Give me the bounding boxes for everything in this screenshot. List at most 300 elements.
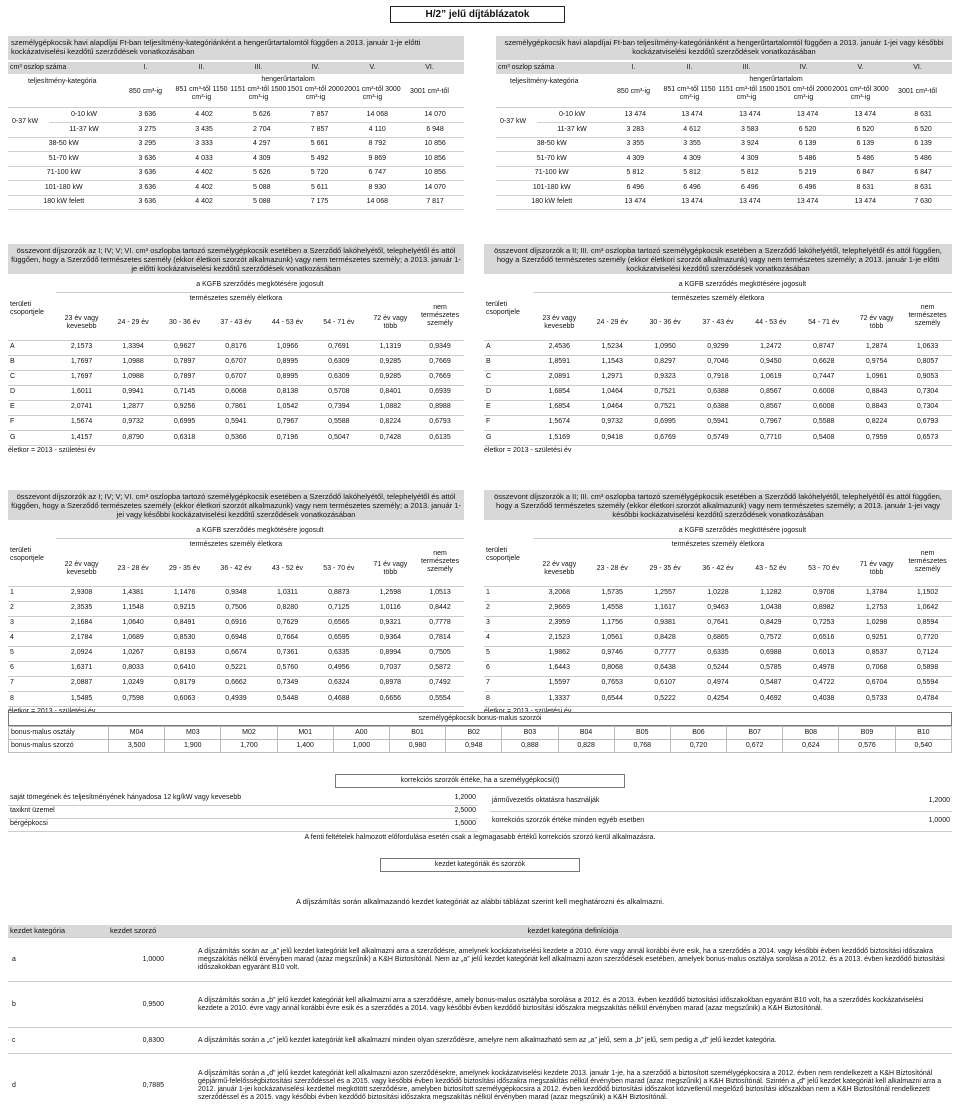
correction-body	[8, 792, 952, 832]
mult-cell: 0,9053	[903, 370, 952, 385]
table-row	[496, 123, 952, 138]
kezdet-def: A díjszámítás során a „b” jelű kezdet kategóriát kell alkalmazni arra a szerződésre, amely bonus-malus osztályba sorolása a 2012. és a 2013. évben kezdődő biztosítási időszakokban egyaránt B10 volt, ha a szerződés kockázatviselési kezdete a 2010. évre vagy annál korábbi évre esik és a szerződés a 2014. vagy későbbi évben kezdődő biztosítási időszakra megszakítás nélkül érvényben marad (azaz megszűnik) a K&H Biztosítónál.	[194, 982, 952, 1028]
mult-cell: 0,7125	[313, 601, 364, 616]
row-label: 11-37 kW	[49, 123, 120, 138]
mult-cell: 0,5047	[313, 430, 364, 445]
corr-label: saját tömegének és teljesítményének hányadosa 12 kg/kW vagy kevesebb	[8, 792, 388, 805]
fee-cell: 5 661	[291, 137, 349, 152]
age-col: 71 év vagy több	[859, 560, 894, 576]
mult-cell: 0,6793	[416, 415, 464, 430]
corr-value: 1,5000	[388, 818, 478, 831]
cap-col: 850 cm³-ig	[128, 88, 163, 95]
mult-cell: 0,5222	[639, 691, 692, 706]
mult-cell: 1,1319	[365, 340, 416, 355]
terr-cell: 7	[484, 676, 533, 691]
page-title: H/2” jelű díjtáblázatok	[390, 6, 565, 23]
table-row	[484, 415, 952, 430]
fee-cell: 5 626	[233, 108, 291, 123]
table-row	[8, 586, 464, 601]
table-row	[8, 400, 464, 415]
multiplier-table-q3	[8, 490, 464, 716]
mult-cell: 1,0882	[365, 400, 416, 415]
table-row	[484, 370, 952, 385]
bm-cell: 0,948	[446, 740, 502, 753]
fee-cell: 4 309	[663, 152, 721, 167]
mult-cell: 0,8995	[262, 355, 313, 370]
mult-cell: 0,6309	[313, 370, 364, 385]
mult-cell: 0,9732	[586, 415, 639, 430]
table-row	[8, 1054, 952, 1118]
terr-cell: A	[8, 340, 56, 355]
mult-cell: 0,7349	[262, 676, 313, 691]
terr-cell: D	[8, 385, 56, 400]
age-header: természetes személy életkora	[189, 295, 283, 303]
mult-cell: 0,8442	[416, 601, 464, 616]
table-row	[9, 727, 952, 740]
table-row	[496, 181, 952, 196]
table-row	[484, 586, 952, 601]
table-row	[8, 938, 952, 982]
fee-cell: 5 492	[291, 152, 349, 167]
mult-cell: 0,7918	[692, 370, 745, 385]
bonus-malus-title: személygépkocsik bonus-malus szorzói	[8, 712, 952, 726]
table-row	[8, 818, 478, 831]
table-row	[8, 982, 952, 1028]
bm-cell: B09	[839, 727, 895, 740]
header-row	[8, 524, 464, 538]
fee-rows	[8, 108, 464, 210]
age-footer: életkor = 2013 - születési év	[8, 706, 464, 716]
fee-cell: 7 857	[291, 108, 349, 123]
table-row	[484, 691, 952, 706]
kezdet-def: A díjszámítás során az „a” jelű kezdet kategóriát kell alkalmazni arra a szerződésre, amelynek kockázatviselési kezdete a 2010. évre vagy annál korábbi évre esik, ha a szerződés a 2014. vagy későbbi évben kezdődő biztosítási időszakra megszakítás nélkül érvényben marad (azaz megszűnik) a K&H Biztosítónál. Nem az „a” jelű kezdet kategóriát kell alkalmazni azon szerződések esetében, amelyek bonus-malus osztálya sorolása a 2012. és a 2013. évben kezdődő biztosítási időszakokban egyaránt B10 volt.	[194, 938, 952, 982]
mult-cell: 1,0961	[850, 370, 903, 385]
fee-cell: 8 930	[348, 181, 406, 196]
fee-cell: 8 792	[348, 137, 406, 152]
age-col: 37 - 43 év	[220, 318, 252, 326]
age-col: 22 év vagy kevesebb	[64, 560, 99, 576]
age-col: 24 - 29 év	[117, 318, 149, 326]
fee-cell: 7 630	[894, 195, 952, 210]
fee-cell: 6 520	[779, 123, 837, 138]
mult-cell: 0,6544	[586, 691, 639, 706]
corr-value: 1,2000	[862, 792, 952, 812]
mult-cell: 1,2874	[850, 340, 903, 355]
terr-header: területi csoportjele	[486, 300, 520, 316]
mult-cell: 1,6371	[56, 661, 108, 676]
mult-cell: 1,6011	[56, 385, 108, 400]
terr-cell: G	[484, 430, 533, 445]
mult-cell: 1,3337	[533, 691, 586, 706]
fee-cell: 13 474	[721, 108, 779, 123]
table-row	[8, 601, 464, 616]
bm-cell: 3,500	[109, 740, 165, 753]
table-row	[8, 340, 464, 355]
age-col: 72 év vagy több	[859, 314, 894, 330]
mult-cell: 1,0633	[903, 340, 952, 355]
bm-cell: 0,576	[839, 740, 895, 753]
terr-cell: 5	[484, 646, 533, 661]
bm-cell: M04	[109, 727, 165, 740]
terr-cell: A	[484, 340, 533, 355]
mult-cell: 0,9321	[365, 616, 416, 631]
mult-cell: 1,0689	[107, 631, 158, 646]
table-row	[8, 385, 464, 400]
col-num: III.	[254, 63, 263, 71]
table-row	[496, 152, 952, 167]
mult-cell: 2,3959	[533, 616, 586, 631]
table-row	[484, 646, 952, 661]
fee-cell: 8 631	[894, 108, 952, 123]
mult-cell: 0,4784	[903, 691, 952, 706]
kezdet-title: kezdet kategóriák és szorzók	[380, 858, 580, 872]
mult-cell: 1,5169	[533, 430, 586, 445]
mult-cell: 0,4692	[744, 691, 797, 706]
mult-cell: 0,7669	[416, 355, 464, 370]
age-col: 23 év vagy kevesebb	[542, 314, 577, 330]
bm-cell: 0,540	[895, 740, 951, 753]
kezdet-intro: A díjszámítás során alkalmazandó kezdet kategóriát az alábbi táblázat szerint kell meghatározni és alkalmazni.	[295, 897, 665, 906]
fee-cell: 3 636	[119, 166, 175, 181]
mult-cell: 0,6656	[365, 691, 416, 706]
fee-cell: 3 275	[119, 123, 175, 138]
row-label: 101-180 kW	[8, 181, 119, 196]
mult-cell: 0,6939	[416, 385, 464, 400]
mult-cell: 0,6988	[744, 646, 797, 661]
corr-value: 1,0000	[862, 812, 952, 832]
fee-cell: 5 626	[233, 166, 291, 181]
mult-cell: 0,6309	[313, 355, 364, 370]
col-label: cm³ oszlop száma	[10, 63, 67, 71]
fee-cell: 3 636	[119, 108, 175, 123]
age-col: 72 év vagy több	[373, 314, 408, 330]
mult-cell: 0,5872	[416, 661, 464, 676]
fee-cell: 6 496	[607, 181, 663, 196]
header-row	[484, 292, 952, 306]
table-header: személygépkocsik havi alapdíjai Ft-ban teljesítmény-kategóriánként a hengerűrtartalomtól függően a 2013. január 1-jei vagy későbbi kockázatviselési kezdőtű szerződések vonatkozásában	[496, 36, 952, 60]
base-fee-table-from-2013	[496, 36, 952, 210]
fee-cell: 10 856	[406, 137, 464, 152]
mult-cell: 1,4558	[586, 601, 639, 616]
mult-cell: 1,0619	[744, 370, 797, 385]
bm-cell: 0,624	[783, 740, 839, 753]
mult-cell: 0,8429	[744, 616, 797, 631]
quadrant-header: összevont díjszorzók a II; III. cm³ oszlopba tartozó személygépkocsik esetében a Szerződő lakóhelyétől, telephelyétől és attól függően, hogy a Szerződő természetes személy (ekkor életkori szorzót alkalmazunk) vagy nem természetes személy; a 2013. január 1-jei vagy későbbi kockázatviselési kezdőtű szerződések vonatkozásában	[484, 490, 952, 520]
mult-cell: 1,6854	[533, 385, 586, 400]
mult-cell: 1,0438	[744, 601, 797, 616]
mult-cell: 0,7777	[639, 646, 692, 661]
mult-cell: 0,7967	[744, 415, 797, 430]
table-row	[8, 123, 464, 138]
table-row	[8, 691, 464, 706]
fee-cell: 6 520	[894, 123, 952, 138]
mult-cell: 0,5588	[313, 415, 364, 430]
table-row	[484, 676, 952, 691]
table-row	[484, 661, 952, 676]
fee-cell: 3 583	[721, 123, 779, 138]
table-row	[8, 137, 464, 152]
age-footer: életkor = 2013 - születési év	[8, 445, 464, 455]
mult-cell: 0,7068	[850, 661, 903, 676]
table-row	[484, 430, 952, 445]
terr-header: területi csoportjele	[486, 546, 520, 562]
bm-cell: B03	[502, 727, 558, 740]
kgfb-header: a KGFB szerződés megkötésére jogosult	[533, 278, 952, 292]
age-col: 53 - 70 év	[808, 564, 840, 572]
col-num: III.	[742, 63, 751, 71]
mult-cell: 0,7897	[159, 370, 210, 385]
fee-cell: 3 355	[607, 137, 663, 152]
corr-label: bérgépkocsi	[8, 818, 388, 831]
mult-cell: 1,2557	[639, 586, 692, 601]
mult-cell: 0,6388	[692, 385, 745, 400]
bm-label: bonus-malus szorzó	[9, 740, 109, 753]
terr-cell: 2	[8, 601, 56, 616]
mult-cell: 1,2472	[744, 340, 797, 355]
fee-cell: 13 474	[779, 195, 837, 210]
age-col: 71 év vagy több	[373, 560, 408, 576]
mult-cell: 0,8491	[159, 616, 210, 631]
age-col: 29 - 35 év	[168, 564, 201, 572]
bm-cell: 0,828	[558, 740, 614, 753]
mult-cell: 1,0267	[107, 646, 158, 661]
fee-cell: 13 474	[607, 195, 663, 210]
mult-cell: 0,5594	[903, 676, 952, 691]
mult-cell: 2,9669	[533, 601, 586, 616]
fee-cell: 6 139	[894, 137, 952, 152]
fee-cell: 4 402	[175, 108, 233, 123]
mult-cell: 0,9364	[365, 631, 416, 646]
mult-cell: 0,8280	[262, 601, 313, 616]
perf-label: teljesítmény-kategória	[28, 78, 97, 85]
fee-cell: 5 720	[291, 166, 349, 181]
age-col: 44 - 53 év	[271, 318, 303, 326]
fee-cell: 13 474	[663, 195, 721, 210]
notnat-header: nem természetes személy	[908, 303, 947, 328]
table-row	[8, 370, 464, 385]
quadrant-header: összevont díjszorzók az I; IV; V; VI. cm³ oszlopba tartozó személygépkocsik esetében a Szerződő lakóhelyétől, telephelyétől és attól függően, hogy a Szerződő természetes személy (ekkor életkori szorzót alkalmazunk) vagy nem természetes személy; a 2013. január 1-jei vagy későbbi kockázatviselési kezdőtű szerződések vonatkozásában	[8, 490, 464, 520]
mult-cell: 0,7492	[416, 676, 464, 691]
age-col: 36 - 42 év	[702, 564, 734, 572]
multiplier-table	[8, 278, 464, 445]
fee-cell: 4 612	[663, 123, 721, 138]
mult-cell: 1,0464	[586, 400, 639, 415]
fee-cell: 6 139	[779, 137, 837, 152]
mult-cell: 0,8193	[159, 646, 210, 661]
capacity-header	[496, 74, 952, 108]
corr-value: 2,5000	[388, 805, 478, 818]
terr-header: területi csoportjele	[10, 300, 44, 316]
kezdet-cat: c	[8, 1028, 108, 1054]
mult-cell: 0,6707	[210, 355, 261, 370]
mult-cell: 1,1756	[586, 616, 639, 631]
age-col: 53 - 70 év	[323, 564, 355, 572]
mult-cell: 0,8224	[850, 415, 903, 430]
mult-cell: 1,1617	[639, 601, 692, 616]
table-row	[8, 1028, 952, 1054]
terr-cell: G	[8, 430, 56, 445]
mult-cell: 0,9349	[416, 340, 464, 355]
fee-cell: 4 033	[175, 152, 233, 167]
mult-cell: 0,8138	[262, 385, 313, 400]
kgfb-header: a KGFB szerződés megkötésére jogosult	[533, 524, 952, 538]
age-header: természetes személy életkora	[671, 295, 765, 303]
fee-cell: 13 474	[607, 108, 663, 123]
mult-cell: 0,8994	[365, 646, 416, 661]
capacity-header	[8, 74, 464, 108]
age-footer: életkor = 2013 - születési év	[484, 706, 952, 716]
table-row	[8, 166, 464, 181]
mult-cell: 0,8401	[365, 385, 416, 400]
row-label: 71-100 kW	[496, 166, 607, 181]
table-row	[484, 616, 952, 631]
mult-cell: 0,8747	[797, 340, 850, 355]
table-row	[8, 805, 478, 818]
age-header: természetes személy életkora	[189, 541, 283, 549]
kezdet-section	[8, 858, 952, 1118]
table-row	[8, 195, 464, 210]
mult-cell: 0,8843	[850, 385, 903, 400]
corr-label: taxiknt üzemel	[8, 805, 388, 818]
mult-cell: 1,4157	[56, 430, 108, 445]
mult-cell: 2,1784	[56, 631, 108, 646]
mult-cell: 1,7697	[56, 370, 108, 385]
mult-cell: 0,9708	[797, 586, 850, 601]
mult-cell: 1,3784	[850, 586, 903, 601]
bm-cell: B07	[727, 727, 783, 740]
mult-cell: 0,8995	[262, 370, 313, 385]
cap-col: 851 cm³-től 1150 cm³-ig	[175, 86, 228, 102]
mult-cell: 0,7521	[639, 385, 692, 400]
table-row	[484, 631, 952, 646]
mult-cell: 2,1573	[56, 340, 108, 355]
fee-cell: 6 847	[836, 166, 894, 181]
mult-cell: 0,5941	[692, 415, 745, 430]
group-cell: 0-37 kW	[496, 108, 537, 137]
age-col: 23 - 28 év	[596, 564, 628, 572]
mult-cell: 0,5244	[692, 661, 745, 676]
mult-cell: 2,0924	[56, 646, 108, 661]
table-header: személygépkocsik havi alapdíjai Ft-ban teljesítmény-kategóriánként a hengerűrtartalomtól függően a 2013. január 1-je előtti kockázatviselési kezdőtű szerződések vonatkozásában	[8, 36, 464, 60]
mult-cell: 1,5674	[56, 415, 108, 430]
bm-cell: B04	[558, 727, 614, 740]
correction-right	[490, 792, 952, 832]
mult-cell: 0,5941	[210, 415, 261, 430]
terr-cell: 5	[8, 646, 56, 661]
table-row	[490, 792, 952, 812]
cap-label: hengerűrtartalom	[261, 76, 315, 83]
bm-cell: 1,400	[277, 740, 333, 753]
fee-cell: 3 636	[119, 152, 175, 167]
terr-cell: 8	[484, 691, 533, 706]
mult-cell: 1,0642	[903, 601, 952, 616]
mult-cell: 0,6995	[639, 415, 692, 430]
mult-cell: 0,7669	[416, 370, 464, 385]
mult-cell: 0,7691	[313, 340, 364, 355]
fee-cell: 7 857	[291, 123, 349, 138]
fee-cell: 6 948	[406, 123, 464, 138]
mult-cell: 0,6573	[903, 430, 952, 445]
mult-cell: 2,0891	[533, 370, 586, 385]
header-row	[484, 552, 952, 586]
fee-cell: 5 611	[291, 181, 349, 196]
mult-cell: 0,5554	[416, 691, 464, 706]
terr-cell: B	[8, 355, 56, 370]
fee-cell: 5 088	[233, 181, 291, 196]
mult-cell: 0,6628	[797, 355, 850, 370]
mult-cell: 0,6516	[797, 631, 850, 646]
notnat-header: nem természetes személy	[420, 549, 460, 574]
cap-col: 1151 cm³-től 1500 cm³-ig	[718, 86, 775, 102]
table-row	[496, 166, 952, 181]
mult-cell: 0,4722	[797, 676, 850, 691]
mult-cell: 1,6443	[533, 661, 586, 676]
mult-cell: 0,7897	[159, 355, 210, 370]
mult-cell: 0,9381	[639, 616, 692, 631]
mult-cell: 1,1543	[586, 355, 639, 370]
mult-cell: 0,6793	[903, 415, 952, 430]
mult-cell: 0,9418	[586, 430, 639, 445]
mult-cell: 0,8567	[744, 400, 797, 415]
fee-cell: 4 309	[607, 152, 663, 167]
mult-cell: 0,4956	[313, 661, 364, 676]
quadrant-header: összevont díjszorzók a II; III. cm³ oszlopba tartozó személygépkocsik esetében a Szerződő lakóhelyétől, telephelyétől és attól függően, hogy a Szerződő természetes személy (ekkor életkori szorzót alkalmazunk) vagy nem természetes személy; a 2013. január 1-je előtti kockázatviselési kezdőtű szerződések vonatkozásában	[484, 244, 952, 274]
mult-cell: 0,7629	[262, 616, 313, 631]
bm-cell: B08	[783, 727, 839, 740]
mult-cell: 0,9463	[692, 601, 745, 616]
bm-cell: B05	[614, 727, 670, 740]
row-label: 101-180 kW	[496, 181, 607, 196]
table-row	[8, 792, 478, 805]
fee-cell: 3 924	[721, 137, 779, 152]
age-col: 30 - 36 év	[168, 318, 201, 326]
fee-cell: 4 297	[233, 137, 291, 152]
mult-cell: 0,6008	[797, 400, 850, 415]
fee-cell: 5 088	[233, 195, 291, 210]
mult-cell: 0,5487	[744, 676, 797, 691]
col-label: cm³ oszlop száma	[498, 63, 555, 71]
fee-cell: 2 704	[233, 123, 291, 138]
mult-cell: 0,8843	[850, 400, 903, 415]
mult-cell: 0,7710	[744, 430, 797, 445]
row-label: 38-50 kW	[8, 137, 119, 152]
header-row	[484, 538, 952, 552]
mult-cell: 0,7861	[210, 400, 261, 415]
col-num: V.	[857, 63, 864, 71]
age-col: 43 - 52 év	[271, 564, 303, 572]
age-col: 54 - 71 év	[808, 318, 840, 326]
bm-cell: M01	[277, 727, 333, 740]
bm-cell: B10	[895, 727, 951, 740]
fee-cell: 14 068	[348, 108, 406, 123]
multiplier-table-q1	[8, 244, 464, 455]
mult-cell: 0,7506	[210, 601, 261, 616]
terr-cell: E	[484, 400, 533, 415]
fee-cell: 14 070	[406, 108, 464, 123]
bm-cell: M03	[165, 727, 221, 740]
mult-cell: 1,1282	[744, 586, 797, 601]
col-num: VI.	[913, 63, 922, 71]
mult-cell: 0,6865	[692, 631, 745, 646]
mult-cell: 0,6674	[210, 646, 261, 661]
fee-cell: 3 435	[175, 123, 233, 138]
mult-cell: 0,8297	[639, 355, 692, 370]
fee-cell: 14 068	[348, 195, 406, 210]
bm-cell: B02	[446, 727, 502, 740]
mult-cell: 1,1476	[159, 586, 210, 601]
mult-cell: 0,7572	[744, 631, 797, 646]
terr-cell: 4	[8, 631, 56, 646]
